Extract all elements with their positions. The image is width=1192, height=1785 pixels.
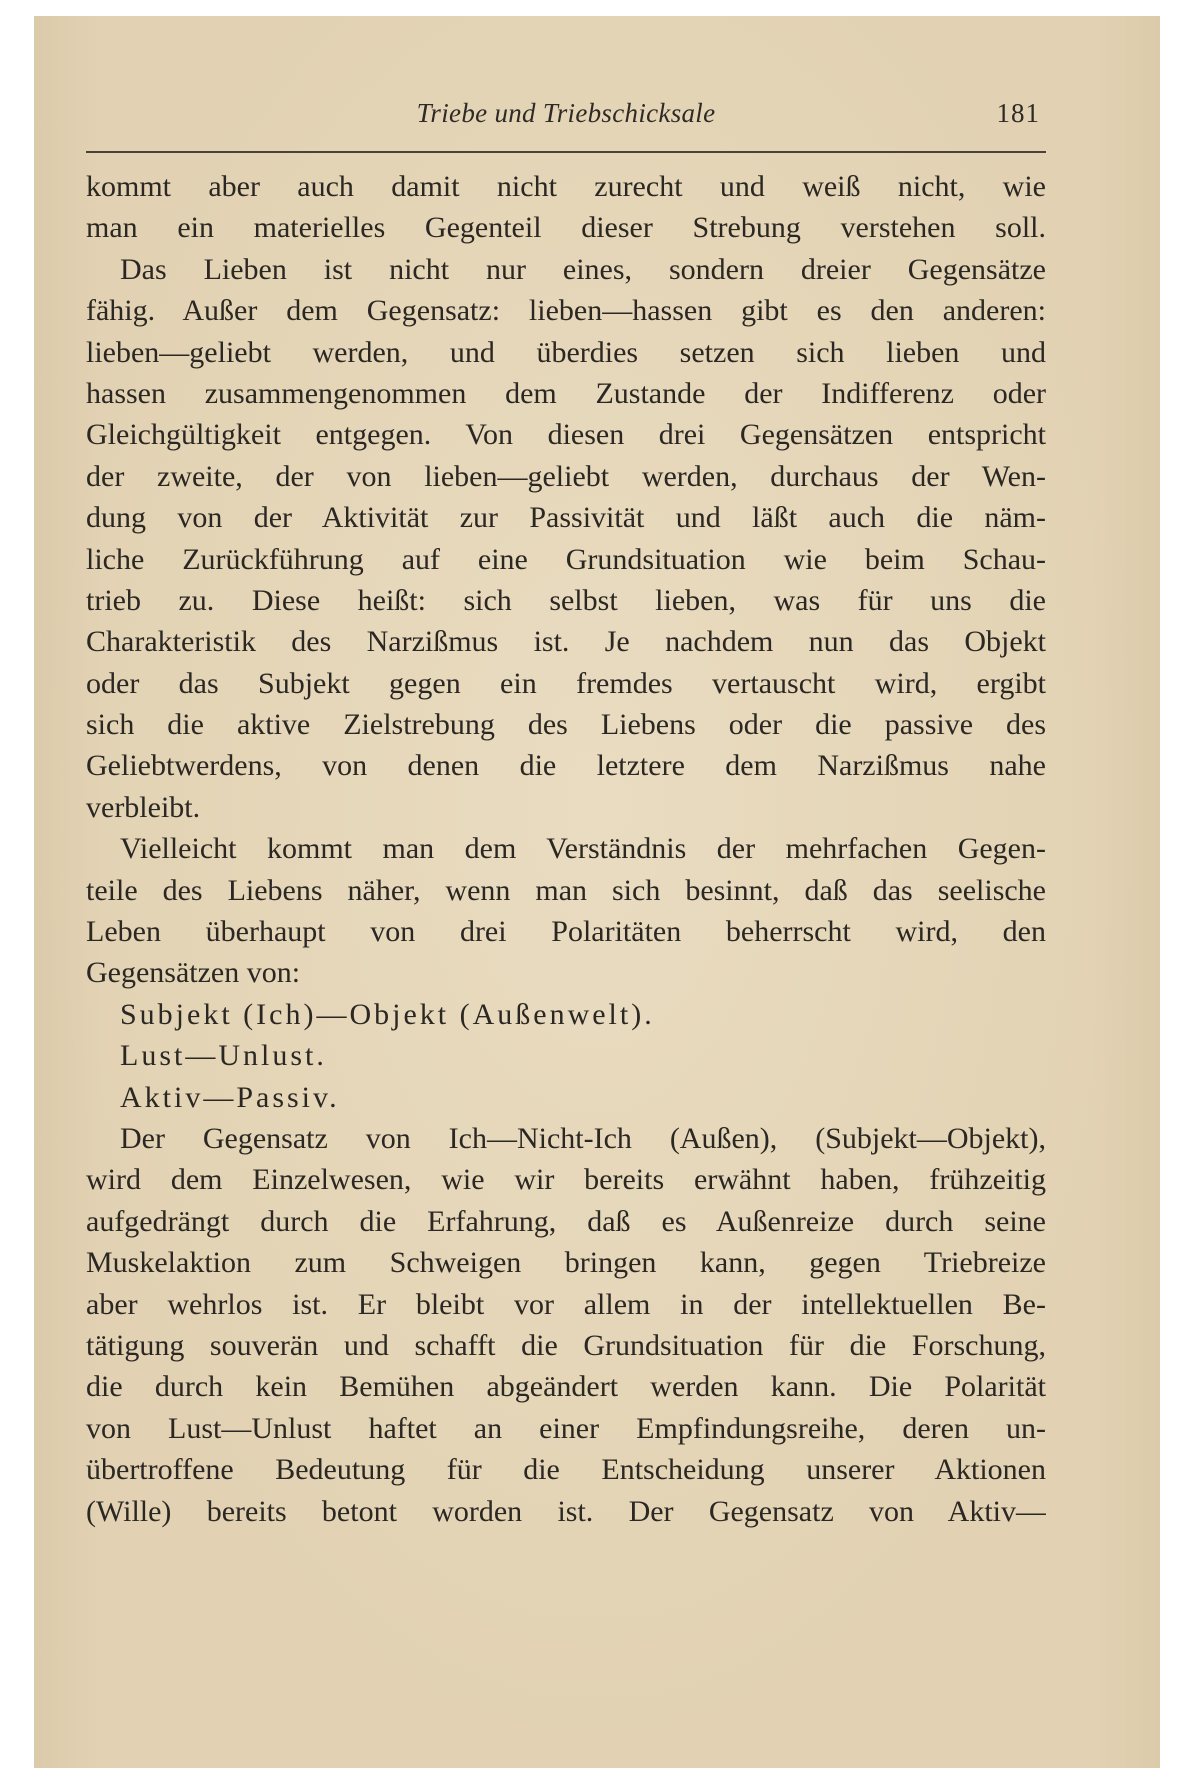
text-line: wird dem Einzelwesen, wie wir bereits erwähnt haben, frühzeitig (86, 1163, 1046, 1197)
text-line: Das Lieben ist nicht nur eines, sondern dreier Gegensätze (120, 252, 1046, 286)
text-line: Der Gegensatz von Ich—Nicht-Ich (Außen), (Subjekt—Objekt), (120, 1121, 1046, 1155)
text-line: die durch kein Bemühen abgeändert werden kann. Die Polarität (86, 1370, 1046, 1404)
text-line: aufgedrängt durch die Erfahrung, daß es Außenreize durch seine (86, 1204, 1046, 1238)
page-number: 181 (996, 98, 1040, 128)
text-line: Muskelaktion zum Schweigen bringen kann, gegen Triebreize (86, 1246, 1046, 1280)
text-line: der zweite, der von lieben—geliebt werden, durchaus der Wen- (86, 459, 1046, 493)
text-line: oder das Subjekt gegen ein fremdes vertauscht wird, ergibt (86, 666, 1046, 700)
text-line: übertroffene Bedeutung für die Entscheidung unserer Aktionen (86, 1453, 1046, 1487)
text-line: Leben überhaupt von drei Polaritäten beherrscht wird, den (86, 915, 1046, 949)
header-rule (86, 151, 1046, 153)
running-title: Triebe und Triebschicksale (416, 98, 716, 128)
text-line: verbleibt. (86, 790, 201, 824)
running-head (86, 96, 1046, 136)
body-text (86, 166, 1046, 1532)
book-page (34, 16, 1160, 1768)
text-line: Charakteristik des Narzißmus ist. Je nachdem nun das Objekt (86, 625, 1046, 659)
text-line: aber wehrlos ist. Er bleibt vor allem in der intellektuellen Be- (86, 1287, 1046, 1321)
polarity-line: Subjekt (Ich)—Objekt (Außenwelt). (120, 997, 655, 1031)
text-line: lieben—geliebt werden, und überdies setzen sich lieben und (86, 335, 1046, 369)
text-line: trieb zu. Diese heißt: sich selbst lieben, was für uns die (86, 583, 1046, 617)
text-line: kommt aber auch damit nicht zurecht und weiß nicht, wie (86, 170, 1046, 203)
text-line: hassen zusammengenommen dem Zustande der Indifferenz oder (86, 376, 1046, 410)
text-line: sich die aktive Zielstrebung des Liebens oder die passive des (86, 708, 1046, 742)
text-line: von Lust—Unlust haftet an einer Empfindungsreihe, deren un- (86, 1411, 1046, 1445)
text-line: Geliebtwerdens, von denen die letztere dem Narzißmus nahe (86, 749, 1046, 783)
text-line: man ein materielles Gegenteil dieser Strebung verstehen soll. (86, 211, 1046, 245)
text-line: dung von der Aktivität zur Passivität und läßt auch die näm- (86, 501, 1046, 535)
polarity-line: Lust—Unlust. (120, 1039, 327, 1073)
text-line: Gleichgültigkeit entgegen. Von diesen drei Gegensätzen entspricht (86, 418, 1046, 452)
text-line: (Wille) bereits betont worden ist. Der Gegensatz von Aktiv— (86, 1494, 1046, 1528)
text-line: fähig. Außer dem Gegensatz: lieben—hassen gibt es den anderen: (86, 294, 1046, 328)
text-line: tätigung souverän und schafft die Grundsituation für die Forschung, (86, 1328, 1046, 1362)
text-line: liche Zurückführung auf eine Grundsituation wie beim Schau- (86, 542, 1046, 576)
polarity-line: Aktiv—Passiv. (120, 1080, 340, 1114)
text-line: Gegensätzen von: (86, 956, 301, 990)
text-line: Vielleicht kommt man dem Verständnis der mehrfachen Gegen- (120, 832, 1046, 866)
text-line: teile des Liebens näher, wenn man sich besinnt, daß das seelische (86, 873, 1046, 907)
